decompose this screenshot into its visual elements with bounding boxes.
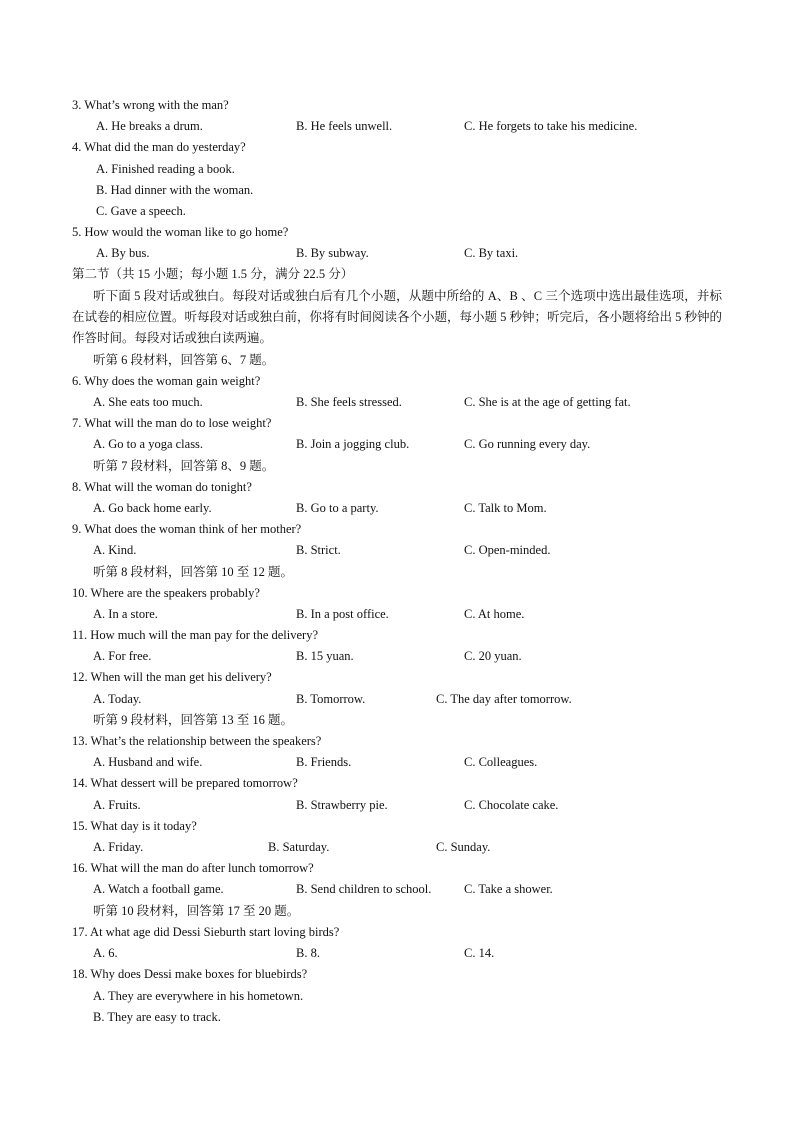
- q6-option-a: A. She eats too much.: [93, 395, 203, 409]
- q8-option-c: C. Talk to Mom.: [464, 501, 547, 515]
- question-9: 9. What does the woman think of her mother?: [72, 522, 302, 536]
- question-5: 5. How would the woman like to go home?: [72, 225, 289, 239]
- q14-option-b: B. Strawberry pie.: [296, 798, 388, 812]
- prompt-passage-10: 听第 10 段材料，回答第 17 至 20 题。: [93, 904, 300, 918]
- question-17: 17. At what age did Dessi Sieburth start loving birds?: [72, 925, 340, 939]
- q12-option-b: B. Tomorrow.: [296, 692, 366, 706]
- q10-option-a: A. In a store.: [93, 607, 158, 621]
- question-6: 6. Why does the woman gain weight?: [72, 374, 261, 388]
- q15-option-a: A. Friday.: [93, 840, 144, 854]
- question-16: 16. What will the man do after lunch tomorrow?: [72, 861, 314, 875]
- q15-option-b: B. Saturday.: [268, 840, 330, 854]
- q13-option-c: C. Colleagues.: [464, 755, 538, 769]
- q8-option-b: B. Go to a party.: [296, 501, 379, 515]
- q12-option-a: A. Today.: [93, 692, 142, 706]
- question-11: 11. How much will the man pay for the delivery?: [72, 628, 318, 642]
- q16-option-c: C. Take a shower.: [464, 882, 553, 896]
- question-8: 8. What will the woman do tonight?: [72, 480, 252, 494]
- section-2-heading: 第二节（共 15 小题；每小题 1.5 分，满分 22.5 分）: [72, 267, 354, 281]
- q9-option-b: B. Strict.: [296, 543, 341, 557]
- q3-option-c: C. He forgets to take his medicine.: [464, 119, 638, 133]
- q3-option-a: A. He breaks a drum.: [96, 119, 203, 133]
- prompt-passage-7: 听第 7 段材料，回答第 8、9 题。: [93, 459, 275, 473]
- prompt-passage-6: 听第 6 段材料，回答第 6、7 题。: [93, 353, 275, 367]
- q4-option-a: A. Finished reading a book.: [96, 162, 235, 176]
- question-10: 10. Where are the speakers probably?: [72, 586, 260, 600]
- question-15: 15. What day is it today?: [72, 819, 197, 833]
- q11-option-b: B. 15 yuan.: [296, 649, 354, 663]
- question-4: 4. What did the man do yesterday?: [72, 140, 246, 154]
- q18-option-b: B. They are easy to track.: [93, 1010, 221, 1024]
- q5-option-a: A. By bus.: [96, 246, 150, 260]
- q10-option-b: B. In a post office.: [296, 607, 389, 621]
- question-12: 12. When will the man get his delivery?: [72, 670, 272, 684]
- q8-option-a: A. Go back home early.: [93, 501, 212, 515]
- q15-option-c: C. Sunday.: [436, 840, 491, 854]
- q13-option-b: B. Friends.: [296, 755, 352, 769]
- q5-option-c: C. By taxi.: [464, 246, 519, 260]
- q11-option-a: A. For free.: [93, 649, 152, 663]
- question-14: 14. What dessert will be prepared tomorrow?: [72, 776, 298, 790]
- q6-option-c: C. She is at the age of getting fat.: [464, 395, 631, 409]
- q11-option-c: C. 20 yuan.: [464, 649, 522, 663]
- section-2-instructions: 听下面 5 段对话或独白。每段对话或独白后有几个小题，从题中所给的 A、B 、C 三个选项中选出最佳选项，并标在试卷的相应位置。听每段对话或独白前，你将有时间阅读各个小题，每小题 5 秒钟；听完后，各小题将给出 5 秒钟的作答时间。每段对话或独白读两遍。: [72, 289, 723, 345]
- q6-option-b: B. She feels stressed.: [296, 395, 402, 409]
- prompt-passage-8: 听第 8 段材料，回答第 10 至 12 题。: [93, 565, 294, 579]
- q16-option-a: A. Watch a football game.: [93, 882, 224, 896]
- q17-option-b: B. 8.: [296, 946, 320, 960]
- q12-option-c: C. The day after tomorrow.: [436, 692, 572, 706]
- q9-option-a: A. Kind.: [93, 543, 137, 557]
- q18-option-a: A. They are everywhere in his hometown.: [93, 989, 304, 1003]
- q13-option-a: A. Husband and wife.: [93, 755, 203, 769]
- q7-option-b: B. Join a jogging club.: [296, 437, 410, 451]
- q16-option-b: B. Send children to school.: [296, 882, 432, 896]
- q3-option-b: B. He feels unwell.: [296, 119, 393, 133]
- question-13: 13. What’s the relationship between the speakers?: [72, 734, 322, 748]
- q4-option-b: B. Had dinner with the woman.: [96, 183, 254, 197]
- q17-option-c: C. 14.: [464, 946, 495, 960]
- q17-option-a: A. 6.: [93, 946, 118, 960]
- q4-option-c: C. Gave a speech.: [96, 204, 186, 218]
- q7-option-c: C. Go running every day.: [464, 437, 591, 451]
- question-18: 18. Why does Dessi make boxes for bluebirds?: [72, 967, 308, 981]
- question-3: 3. What’s wrong with the man?: [72, 98, 229, 112]
- q5-option-b: B. By subway.: [296, 246, 369, 260]
- q14-option-c: C. Chocolate cake.: [464, 798, 559, 812]
- question-7: 7. What will the man do to lose weight?: [72, 416, 272, 430]
- q9-option-c: C. Open-minded.: [464, 543, 551, 557]
- q14-option-a: A. Fruits.: [93, 798, 141, 812]
- q7-option-a: A. Go to a yoga class.: [93, 437, 204, 451]
- prompt-passage-9: 听第 9 段材料，回答第 13 至 16 题。: [93, 713, 294, 727]
- q10-option-c: C. At home.: [464, 607, 525, 621]
